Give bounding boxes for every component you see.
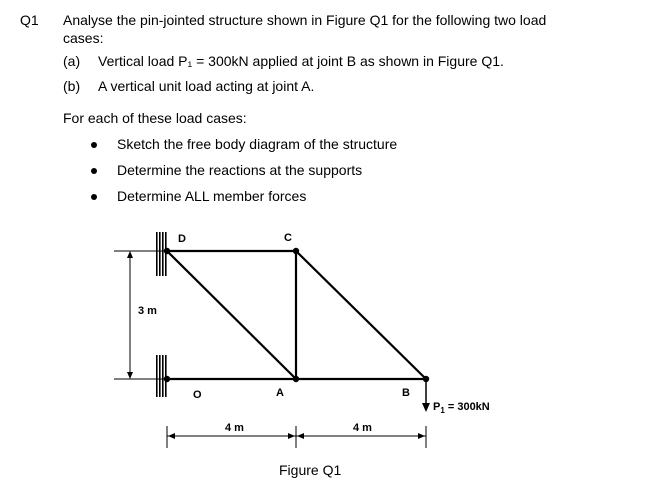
task-1: Sketch the free body diagram of the structure <box>117 136 398 152</box>
load-arrow-head <box>422 403 430 412</box>
dim-span-arrow-mid-left <box>288 433 295 439</box>
label-joint-O: O <box>193 389 202 401</box>
load-label <box>433 401 490 415</box>
case-b-marker: (b) <box>63 78 81 94</box>
case-a-marker: (a) <box>63 53 81 69</box>
dim-height-label: 3 m <box>138 305 157 317</box>
joint-C <box>293 248 299 254</box>
load-label-sub: 1 <box>440 406 445 415</box>
dim-span-right-label: 4 m <box>353 422 372 434</box>
for-each-heading: For each of these load cases: <box>63 110 247 126</box>
task-2: Determine the reactions at the supports <box>117 162 363 178</box>
task-3: Determine ALL member forces <box>117 188 307 204</box>
dim-span-arrow-right <box>418 433 425 439</box>
load-label-rest: = 300kN <box>444 401 490 413</box>
wall-support-bottom <box>156 355 167 397</box>
case-a-text: Vertical load P₁ = 300kN applied at joint B as shown in Figure Q1. <box>98 53 504 69</box>
label-joint-A: A <box>276 387 284 399</box>
label-joint-B: B <box>402 387 410 399</box>
dim-span-arrow-left <box>168 433 175 439</box>
load-label-main: P <box>433 401 441 413</box>
dim-height-arrow-top <box>127 251 133 258</box>
member-CB <box>296 251 426 379</box>
wall-support-top <box>156 232 167 276</box>
question-number: Q1 <box>20 12 39 28</box>
dim-height-arrow-bottom <box>127 372 133 379</box>
question-intro-line2: cases: <box>63 30 104 46</box>
figure-caption: Figure Q1 <box>279 462 342 478</box>
label-joint-D: D <box>178 233 186 245</box>
case-b-text: A vertical unit load acting at joint A. <box>98 78 315 94</box>
member-DA <box>167 251 296 379</box>
dim-span-arrow-mid-right <box>297 433 304 439</box>
joint-A <box>293 376 299 382</box>
label-joint-C: C <box>284 232 292 244</box>
dim-span-left-label: 4 m <box>225 422 244 434</box>
question-intro-line1: Analyse the pin-jointed structure shown in Figure Q1 for the following two load <box>63 12 547 28</box>
joint-B <box>423 376 429 382</box>
